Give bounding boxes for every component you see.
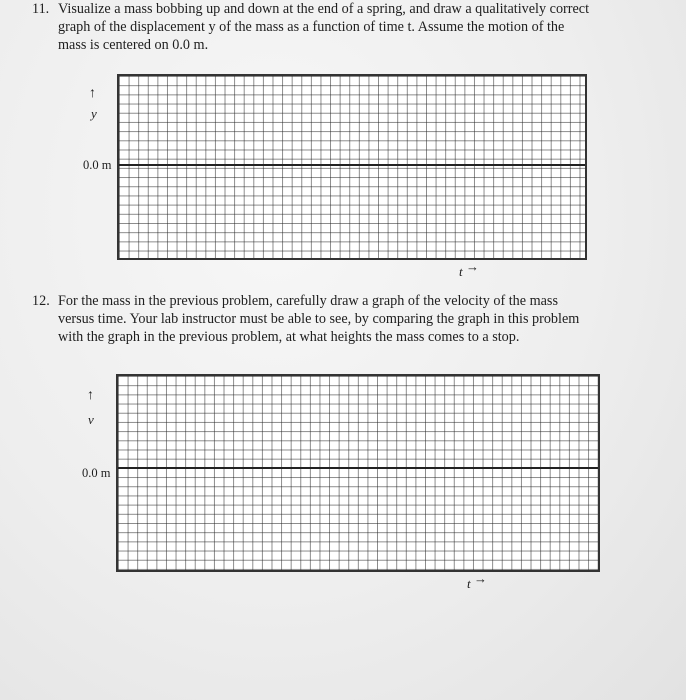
displacement-graph-grid[interactable] (117, 74, 587, 260)
problem-12-line-1: For the mass in the previous problem, carefully draw a graph of the velocity of the mass (58, 293, 558, 309)
y-axis-arrow-icon: ↑ (89, 86, 96, 101)
zero-label-graph-1: 0.0 m (83, 158, 112, 172)
v-axis-label: v (88, 412, 94, 427)
velocity-graph-grid[interactable] (116, 374, 600, 572)
t-axis-label: t (467, 576, 471, 591)
problem-11 (32, 0, 672, 60)
problem-12 (32, 292, 672, 352)
zero-label-graph-2: 0.0 m (82, 466, 111, 480)
problem-11-line-1: Visualize a mass bobbing up and down at the end of a spring, and draw a qualitatively correct (58, 1, 590, 17)
problem-12-line-3: with the graph in the previous problem, at what heights the mass comes to a stop. (58, 329, 520, 345)
problem-11-line-3: mass is centered on 0.0 m. (58, 37, 209, 53)
problem-11-line-2: graph of the displacement y of the mass as a function of time t. Assume the motion of the (58, 19, 565, 35)
problem-11-number: 11. (32, 1, 50, 17)
problem-12-number: 12. (32, 293, 50, 309)
t-axis-arrow-icon: → (466, 259, 479, 274)
zero-axis-line (118, 467, 598, 469)
v-axis-arrow-icon: ↑ (87, 388, 94, 403)
zero-axis-line (119, 164, 585, 166)
t-axis-label: t (459, 264, 463, 279)
problem-12-line-2: versus time. Your lab instructor must be able to see, by comparing the graph in this problem (58, 311, 580, 327)
y-axis-label: y (91, 106, 97, 121)
t-axis-arrow-icon: → (474, 571, 487, 586)
